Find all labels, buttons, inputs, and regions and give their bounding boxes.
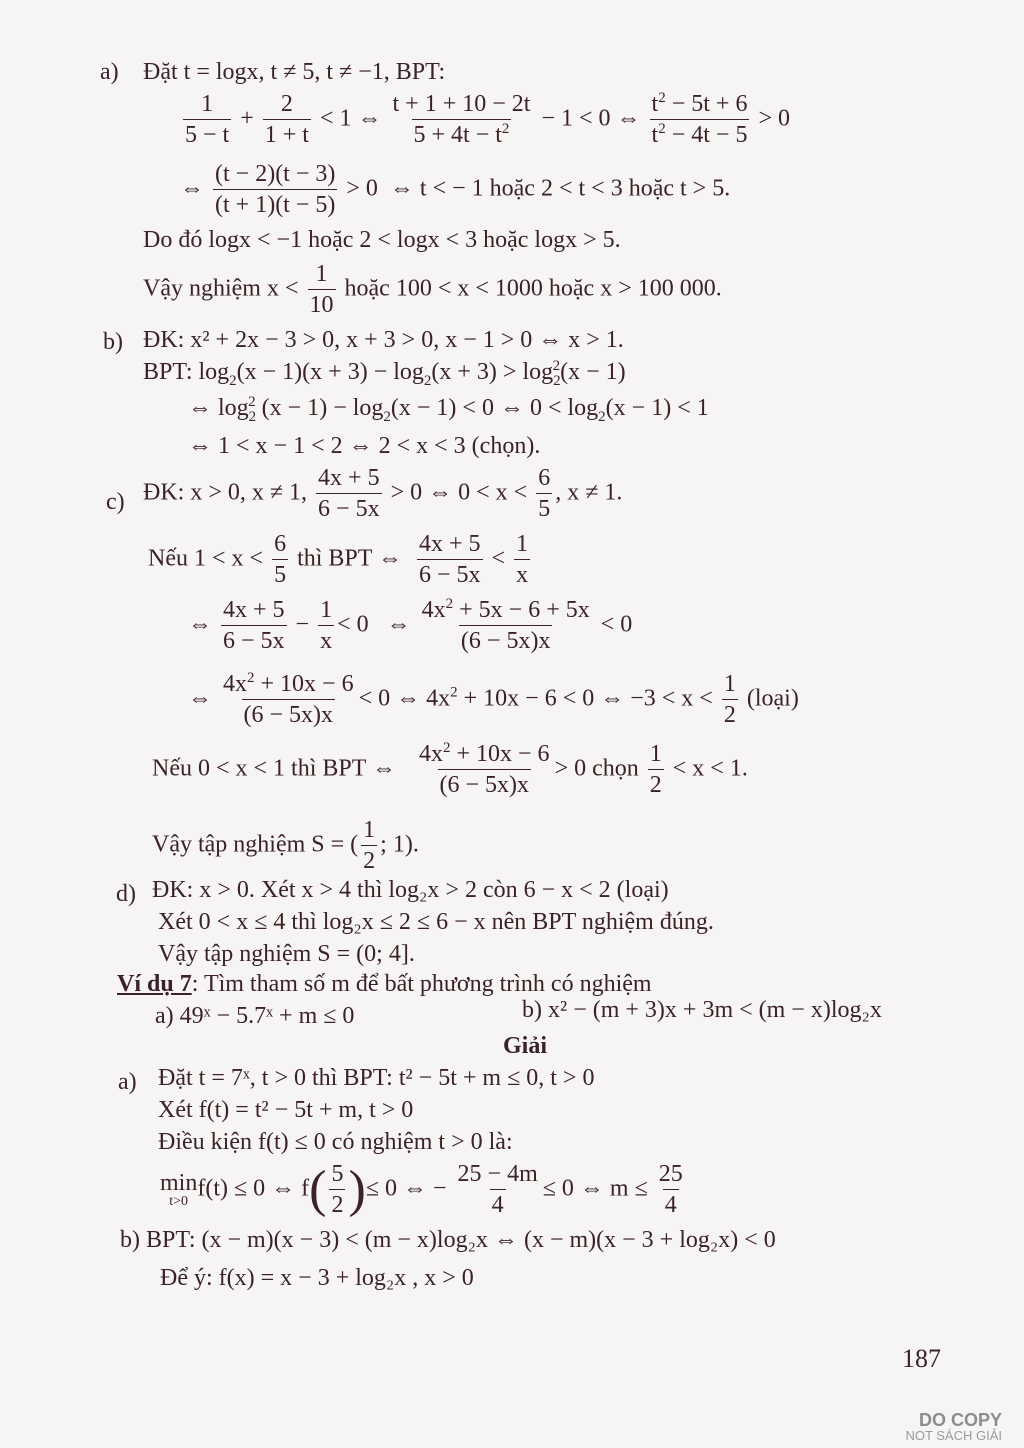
page-number: 187	[902, 1344, 941, 1373]
part-b-line-4: ⇔ 1 < x − 1 < 2 ⇔ 2 < x < 3 (chọn).	[188, 433, 541, 459]
solution-heading: Giải	[503, 1033, 548, 1059]
solution-a-line-3: Điều kiện f(t) ≤ 0 có nghiệm t > 0 là:	[158, 1129, 513, 1155]
part-c-final: Vậy tập nghiệm S = ( $\frac{1}{2}$ ; 1).	[152, 817, 419, 875]
example-7-part-b: b) x² − (m + 3)x + 3m < (m − x)log₂x	[522, 997, 882, 1023]
solution-a-label: a)	[118, 1069, 137, 1095]
example-7-text: : Tìm tham số m để bất phương trình có nghiệm	[191, 971, 652, 997]
part-c-line-5: Nếu 0 < x < 1 thì BPT ⇔ $\frac{4x^2 + 10x - 6}{(6 - 5x)x}$ > 0 chọn $\frac{1}{2}$ < x < 1.	[152, 740, 748, 799]
part-c-line-1: ĐK: x > 0, x ≠ 1, $\frac{4x + 5}{6 - 5x}$ > 0 ⇔ 0 < x < $\frac{6}{5}$ , x ≠ 1.	[143, 465, 623, 523]
solution-b-line-1: b) BPT: (x − m)(x − 3) < (m − x)log₂x ⇔ (x − m)(x − 3 + log₂x) < 0	[120, 1227, 776, 1253]
part-b-line-1: ĐK: x² + 2x − 3 > 0, x + 3 > 0, x − 1 > 0 ⇔ x > 1.	[143, 327, 624, 353]
watermark-line-1: DO COPY	[918, 1410, 1002, 1430]
watermark-line-2: NOT SÁCH GIẢI	[905, 1428, 1002, 1443]
part-c-line-2: Nếu 1 < x < $\frac{6}{5}$ thì BPT ⇔ $\frac{4x + 5}{6 - 5x}$ < $\frac{1}{x}$	[148, 531, 529, 589]
part-b-label: b)	[103, 329, 123, 355]
watermark	[905, 1411, 1002, 1442]
part-a-conclusion-2-pre: Vậy nghiệm x <	[143, 275, 299, 302]
example-7-title: Ví dụ 7	[117, 971, 192, 997]
part-c-line-4: ⇔ $\frac{4x^2 + 10x - 6}{(6 - 5x)x}$ < 0 ⇔ $4x^2 + 10x - 6 < 0$ ⇔ −3 < x < $\frac{1}{2}$ (loại)	[188, 670, 799, 729]
example-7-heading	[117, 972, 652, 996]
part-d-line-2: Xét 0 < x ≤ 4 thì log₂x ≤ 2 ≤ 6 − x nên BPT nghiệm đúng.	[158, 909, 714, 935]
part-a-equation-2: ⇔ $\frac{(t - 2)(t - 3)}{(t + 1)(t - 5)}$ > 0 ⇔ t < − 1 hoặc 2 < t < 3 hoặc t > 5.	[180, 161, 731, 219]
part-a-conclusion-1: Do đó logx < −1 hoặc 2 < logx < 3 hoặc logx > 5.	[143, 227, 621, 253]
part-a-conclusion-2: Vậy nghiệm x < $\frac{1}{10}$ hoặc 100 < x < 1000 hoặc x > 100 000.	[143, 261, 722, 319]
part-b-line-3: ⇔ $\log_2^2 (x - 1) - \log_2(x - 1) < 0$ ⇔ $0 < \log_2(x - 1) < 1$	[188, 394, 709, 425]
solution-a-line-2: Xét f(t) = t² − 5t + m, t > 0	[158, 1097, 414, 1123]
part-a-intro: Đặt t = logx, t ≠ 5, t ≠ −1, BPT:	[143, 59, 446, 85]
solution-a-line-1: Đặt t = 7ˣ, t > 0 thì BPT: t² − 5t + m ≤ 0, t > 0	[158, 1065, 595, 1091]
part-b-line-2: BPT: $\log_2(x - 1)(x + 3) - \log_2(x + 3) > \log_2^2(x - 1)$	[143, 358, 626, 389]
part-c-final-pre: Vậy tập nghiệm S = (	[152, 831, 359, 858]
part-d-label: d)	[116, 881, 136, 907]
part-c-final-end: ; 1).	[380, 831, 419, 858]
part-d-line-1: ĐK: x > 0. Xét x > 4 thì log₂x > 2 còn 6 − x < 2 (loại)	[152, 877, 669, 903]
example-7-part-a: a) 49ˣ − 5.7ˣ + m ≤ 0	[155, 1003, 355, 1029]
part-a-conclusion-2-post: hoặc 100 < x < 1000 hoặc x > 100 000.	[344, 275, 722, 302]
part-c-label: c)	[106, 489, 125, 515]
solution-a-line-4: min t>0 f(t) ≤ 0 ⇔ f( $\frac{5}{2}$ )≤ 0 ⇔ − $\frac{25 - 4m}{4}$ ≤ 0 ⇔ m ≤ $\frac{25}{4}$	[160, 1161, 683, 1219]
part-a-equation-1: $\frac{1}{5 - t}$ + $\frac{2}{1 + t}$ < 1 ⇔ $\frac{t + 1 + 10 - 2t}{5 + 4t - t^2}$ − 1 < 0 ⇔ $\frac{t^2 - 5t + 6}{t^2 - 4t - 5}$ > 0	[185, 90, 790, 149]
part-d-line-3: Vậy tập nghiệm S = (0; 4].	[158, 941, 415, 967]
solution-b-line-2: Để ý: f(x) = x − 3 + log₂x , x > 0	[160, 1265, 474, 1291]
part-a-label: a)	[100, 59, 119, 85]
part-c-line-3: ⇔ $\frac{4x + 5}{6 - 5x}$ − $\frac{1}{x}$ < 0 ⇔ $\frac{4x^2 + 5x - 6 + 5x}{(6 - 5x)x}$ < 0	[188, 596, 633, 655]
